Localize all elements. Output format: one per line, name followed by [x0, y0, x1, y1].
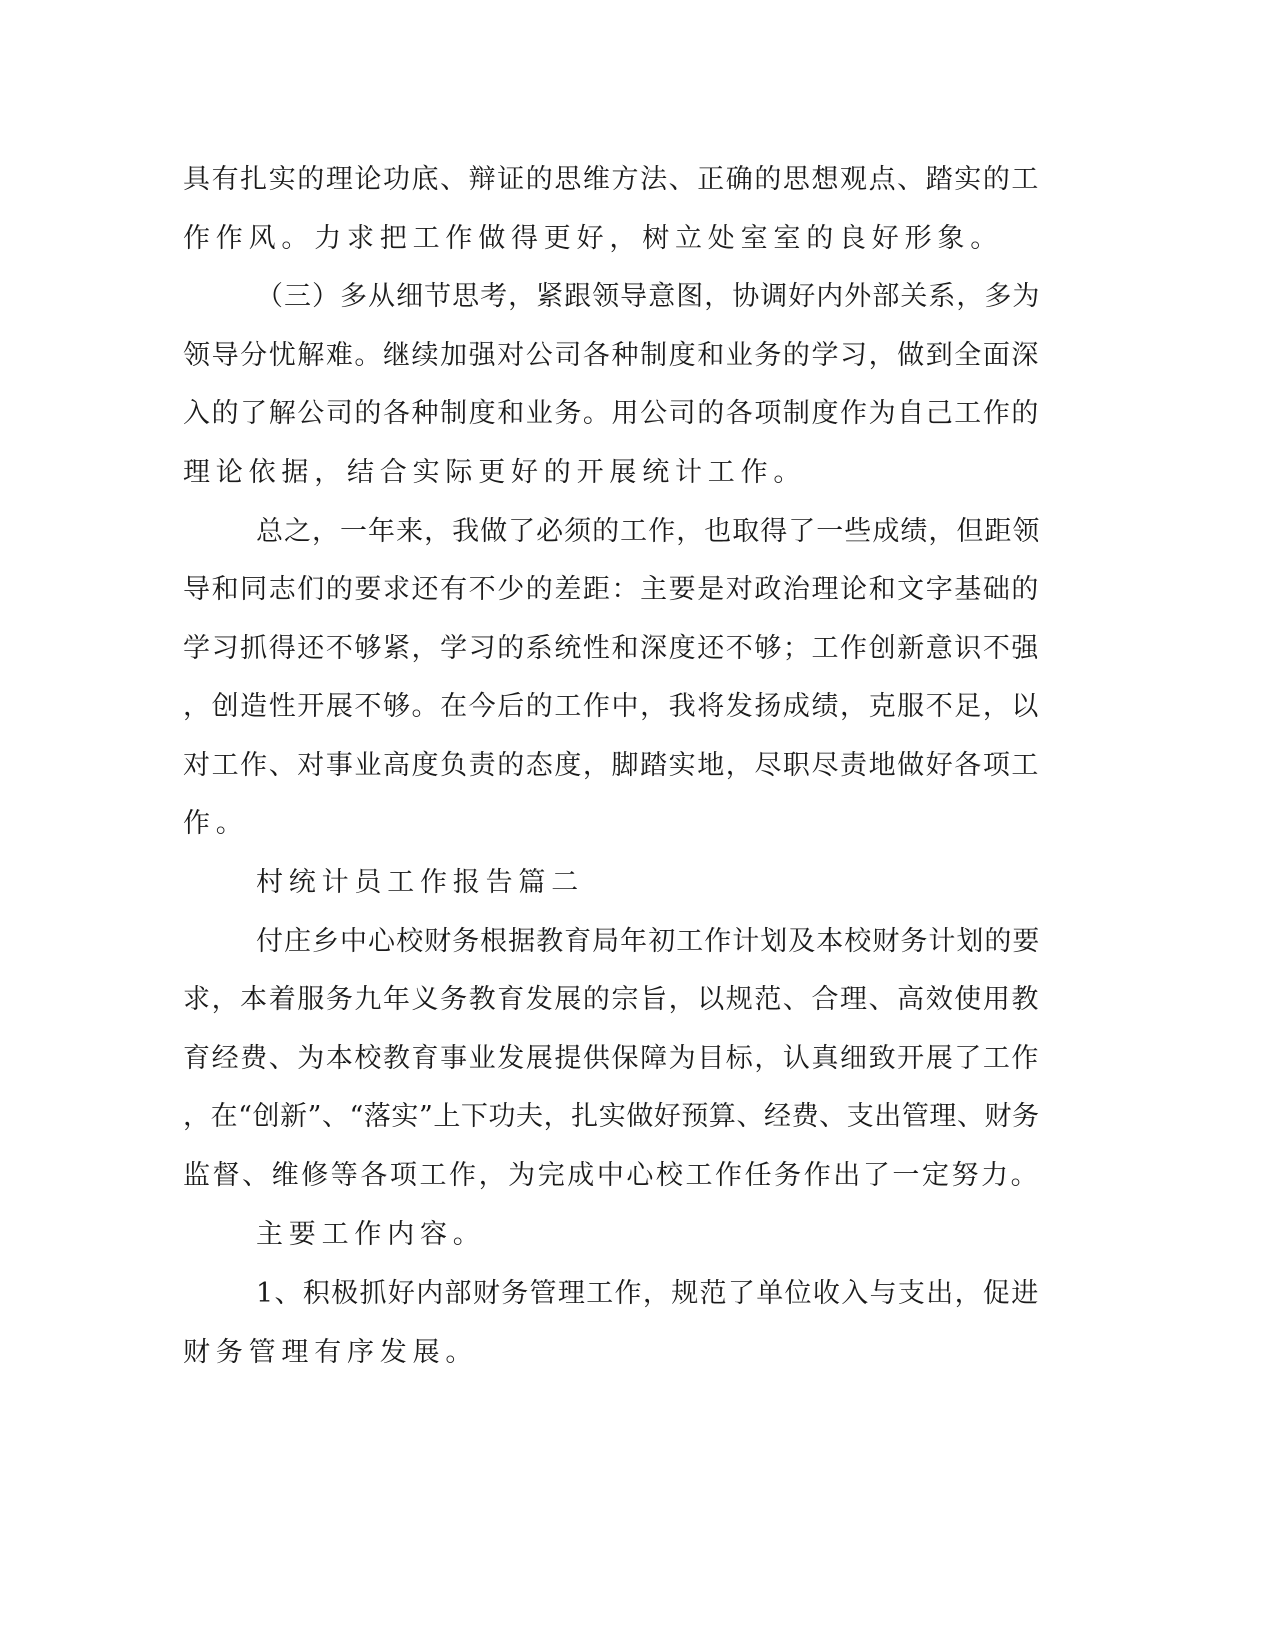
text-line: 1、积极抓好内部财务管理工作，规范了单位收入与支出，促进	[256, 1278, 1040, 1309]
text-line: 入的了解公司的各种制度和业务。用公司的各项制度作为自己工作的	[183, 398, 1040, 429]
text-line: 对工作、对事业高度负责的态度，脚踏实地，尽职尽责地做好各项工	[183, 750, 1040, 781]
text-line: 监督、维修等各项工作，为完成中心校工作任务作出了一定努力。	[183, 1160, 1041, 1191]
text-line: 理论依据，结合实际更好的开展统计工作。	[183, 457, 807, 488]
text-line: 导和同志们的要求还有不少的差距：主要是对政治理论和文字基础的	[183, 574, 1040, 605]
text-line: 育经费、为本校教育事业发展提供保障为目标，认真细致开展了工作	[183, 1043, 1040, 1074]
text-line: ，在“创新”、“落实”上下功夫，扎实做好预算、经费、支出管理、财务	[183, 1101, 1040, 1132]
text-line: 求，本着服务九年义务教育发展的宗旨，以规范、合理、高效使用教	[183, 984, 1040, 1015]
text-line: （三）多从细节思考，紧跟领导意图，协调好内外部关系，多为	[256, 281, 1041, 312]
text-line: 具有扎实的理论功底、辩证的思维方法、正确的思想观点、踏实的工	[183, 164, 1040, 195]
text-line: 主要工作内容。	[256, 1219, 486, 1250]
text-line: 领导分忧解难。继续加强对公司各种制度和业务的学习，做到全面深	[183, 340, 1040, 371]
text-line: 总之，一年来，我做了必须的工作，也取得了一些成绩，但距领	[256, 516, 1041, 547]
text-line: 财务管理有序发展。	[183, 1337, 479, 1368]
text-line: 学习抓得还不够紧，学习的系统性和深度还不够；工作创新意识不强	[183, 633, 1040, 664]
text-line: 作。	[183, 808, 249, 839]
text-line: ，创造性开展不够。在今后的工作中，我将发扬成绩，克服不足，以	[183, 691, 1040, 722]
text-line: 作作风。力求把工作做得更好，树立处室室的良好形象。	[183, 223, 1003, 254]
section-heading: 村统计员工作报告篇二	[256, 867, 584, 898]
text-line: 付庄乡中心校财务根据教育局年初工作计划及本校财务计划的要	[256, 926, 1041, 957]
